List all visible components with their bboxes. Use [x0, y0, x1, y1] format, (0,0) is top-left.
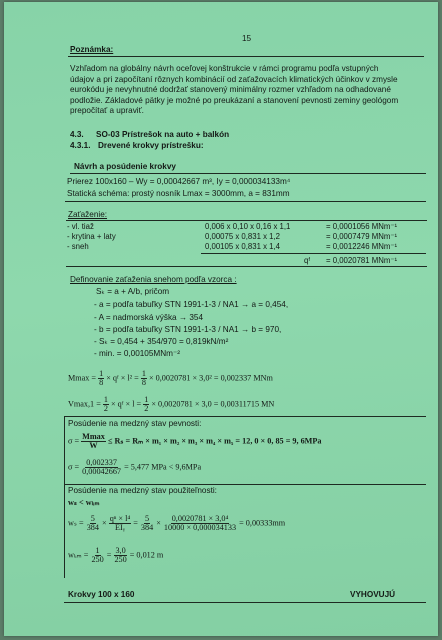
note-line: podložie. Základové pätky je možné po preukázaní a stanovení pevnosti zeminy geológom [70, 95, 399, 105]
stress-result: σ = $\frac{0,002337}{0,00042667}$ = 5,477 MPa < 9,6MPa [68, 458, 202, 477]
load-calc: 0,00075 x 0,831 x 1,2 [205, 232, 280, 241]
snow-item: - min. = 0,00105MNm⁻² [94, 349, 181, 358]
load-total-symbol: qᶠ [304, 256, 311, 265]
loads-rule [66, 220, 427, 221]
snow-item: - b = podľa tabuľky STN 1991-1-3 / NA1 → b = 970, [94, 325, 282, 334]
load-calc: 0,006 x 0,10 x 0,16 x 1,1 [205, 222, 291, 231]
section-number: 4.3. [70, 130, 84, 139]
document-page [4, 2, 438, 636]
header-rule [68, 56, 424, 57]
snow-formula: Sₖ = a + A/b, pričom [96, 287, 170, 296]
shear-equation: Vmax,1 = $\frac{1}{2}$ × qᶠ × l = $\frac{1}{2}$ × 0,0020781 × 3,0 = 0,00311715 MN [68, 395, 275, 414]
footer-label: Krokvy 100 x 160 [68, 590, 135, 599]
load-label: - vl. tiaž [67, 222, 94, 231]
loads-bottom-rule [66, 266, 427, 267]
load-result: = 0,0012246 MNm⁻¹ [326, 242, 398, 251]
strength-box-top [64, 416, 426, 417]
serviceability-title: Posúdenie na medzný stav použiteľnosti: [68, 486, 217, 495]
strength-separator [64, 484, 426, 485]
design-heading: Návrh a posúdenie krokvy [74, 162, 176, 171]
moment-equation: Mmax = $\frac{1}{8}$ × qᶠ × l² = $\frac{1}{8}$ × 0,0020781 × 3,0² = 0,002337 MNm [68, 369, 273, 388]
footer-verdict: VYHOVUJÚ [350, 590, 396, 599]
load-result: = 0,0007479 MNm⁻¹ [326, 232, 398, 241]
deflection-limit-equation: wₗᵢₘ = $\frac{1}{250}$ = $\frac{3,0}{250}$ = 0,012 m [68, 546, 164, 565]
loads-heading: Zaťaženie: [68, 210, 108, 219]
snow-item: - A = nadmorská výška → 354 [94, 313, 204, 322]
snow-item: - a = podľa tabuľky STN 1991-1-3 / NA1 → a = 0,454, [94, 300, 289, 309]
snow-heading: Definovanie zaťaženia snehom podľa vzorca : [70, 275, 237, 284]
note-line: eurokódu je nevyhnutné dodržať stanovený minimálny rozmer vzhľadom na odhadované [70, 85, 391, 94]
load-label: - krytina + laty [67, 232, 116, 241]
note-line: Vzhľadom na globálny návrh oceľovej konštrukcie v rámci programu podľa vstupných [70, 64, 379, 73]
loads-sum-rule [201, 253, 426, 254]
load-result: = 0,0001056 MNm⁻¹ [326, 222, 398, 231]
section-title: SO-03 Prístrešok na auto + balkón [96, 130, 230, 139]
strength-box-left [64, 416, 65, 578]
stress-equation: σ = $\frac{Mmax}{W}$ ≤ Rₛ = Rₘ × m₁ × m₂ × m₃ × m₄ × m₅ = 12, 0 × 0, 85 = 9, 6MPa [68, 432, 322, 451]
note-paragraph [70, 64, 420, 117]
note-line: prepočítať a upraviť. [70, 106, 144, 115]
note-line: údajov a pri započítaní rôznych kombinácií od zaťažovacích klimatických účinkov v zmysle [70, 74, 398, 84]
strength-title: Posúdenie na medzný stav pevnosti: [68, 419, 202, 428]
subsection-number: 4.3.1. [70, 141, 91, 150]
design-heading-rule [70, 173, 426, 174]
footer-rule [64, 602, 426, 603]
snow-item: - Sₖ = 0,454 + 354/970 = 0,819kN/m² [94, 337, 229, 346]
subsection-title: Drevené krokvy prístrešku: [98, 141, 204, 150]
scheme-line: Statická schéma: prostý nosník Lmax = 3000mm, a = 831mm [67, 189, 290, 198]
load-calc: 0,00105 x 0,831 x 1,4 [205, 242, 280, 251]
note-heading: Poznámka: [70, 45, 114, 54]
load-label: - sneh [67, 242, 89, 251]
page-number: 15 [242, 34, 252, 43]
profile-box-bottom [65, 201, 426, 202]
deflection-equation: wₛ = $\frac{5}{384}$ × $\frac{\text{qⁿ × l⁴}}{\text{EIᵧ}}$ = $\frac{5}{384}$ × $\frac{\text{0,0020781 × 3,0⁴}}{10000 \times 0,000034133}$ = 0,00333mm [68, 514, 286, 533]
profile-line: Prierez 100x160 – Wy = 0,00042667 m³, Iy = 0,000034133m⁴ [67, 177, 291, 186]
deflection-condition: wₛ < wₗᵢₘ [68, 498, 100, 507]
load-total: = 0,0020781 MNm⁻¹ [326, 256, 398, 265]
